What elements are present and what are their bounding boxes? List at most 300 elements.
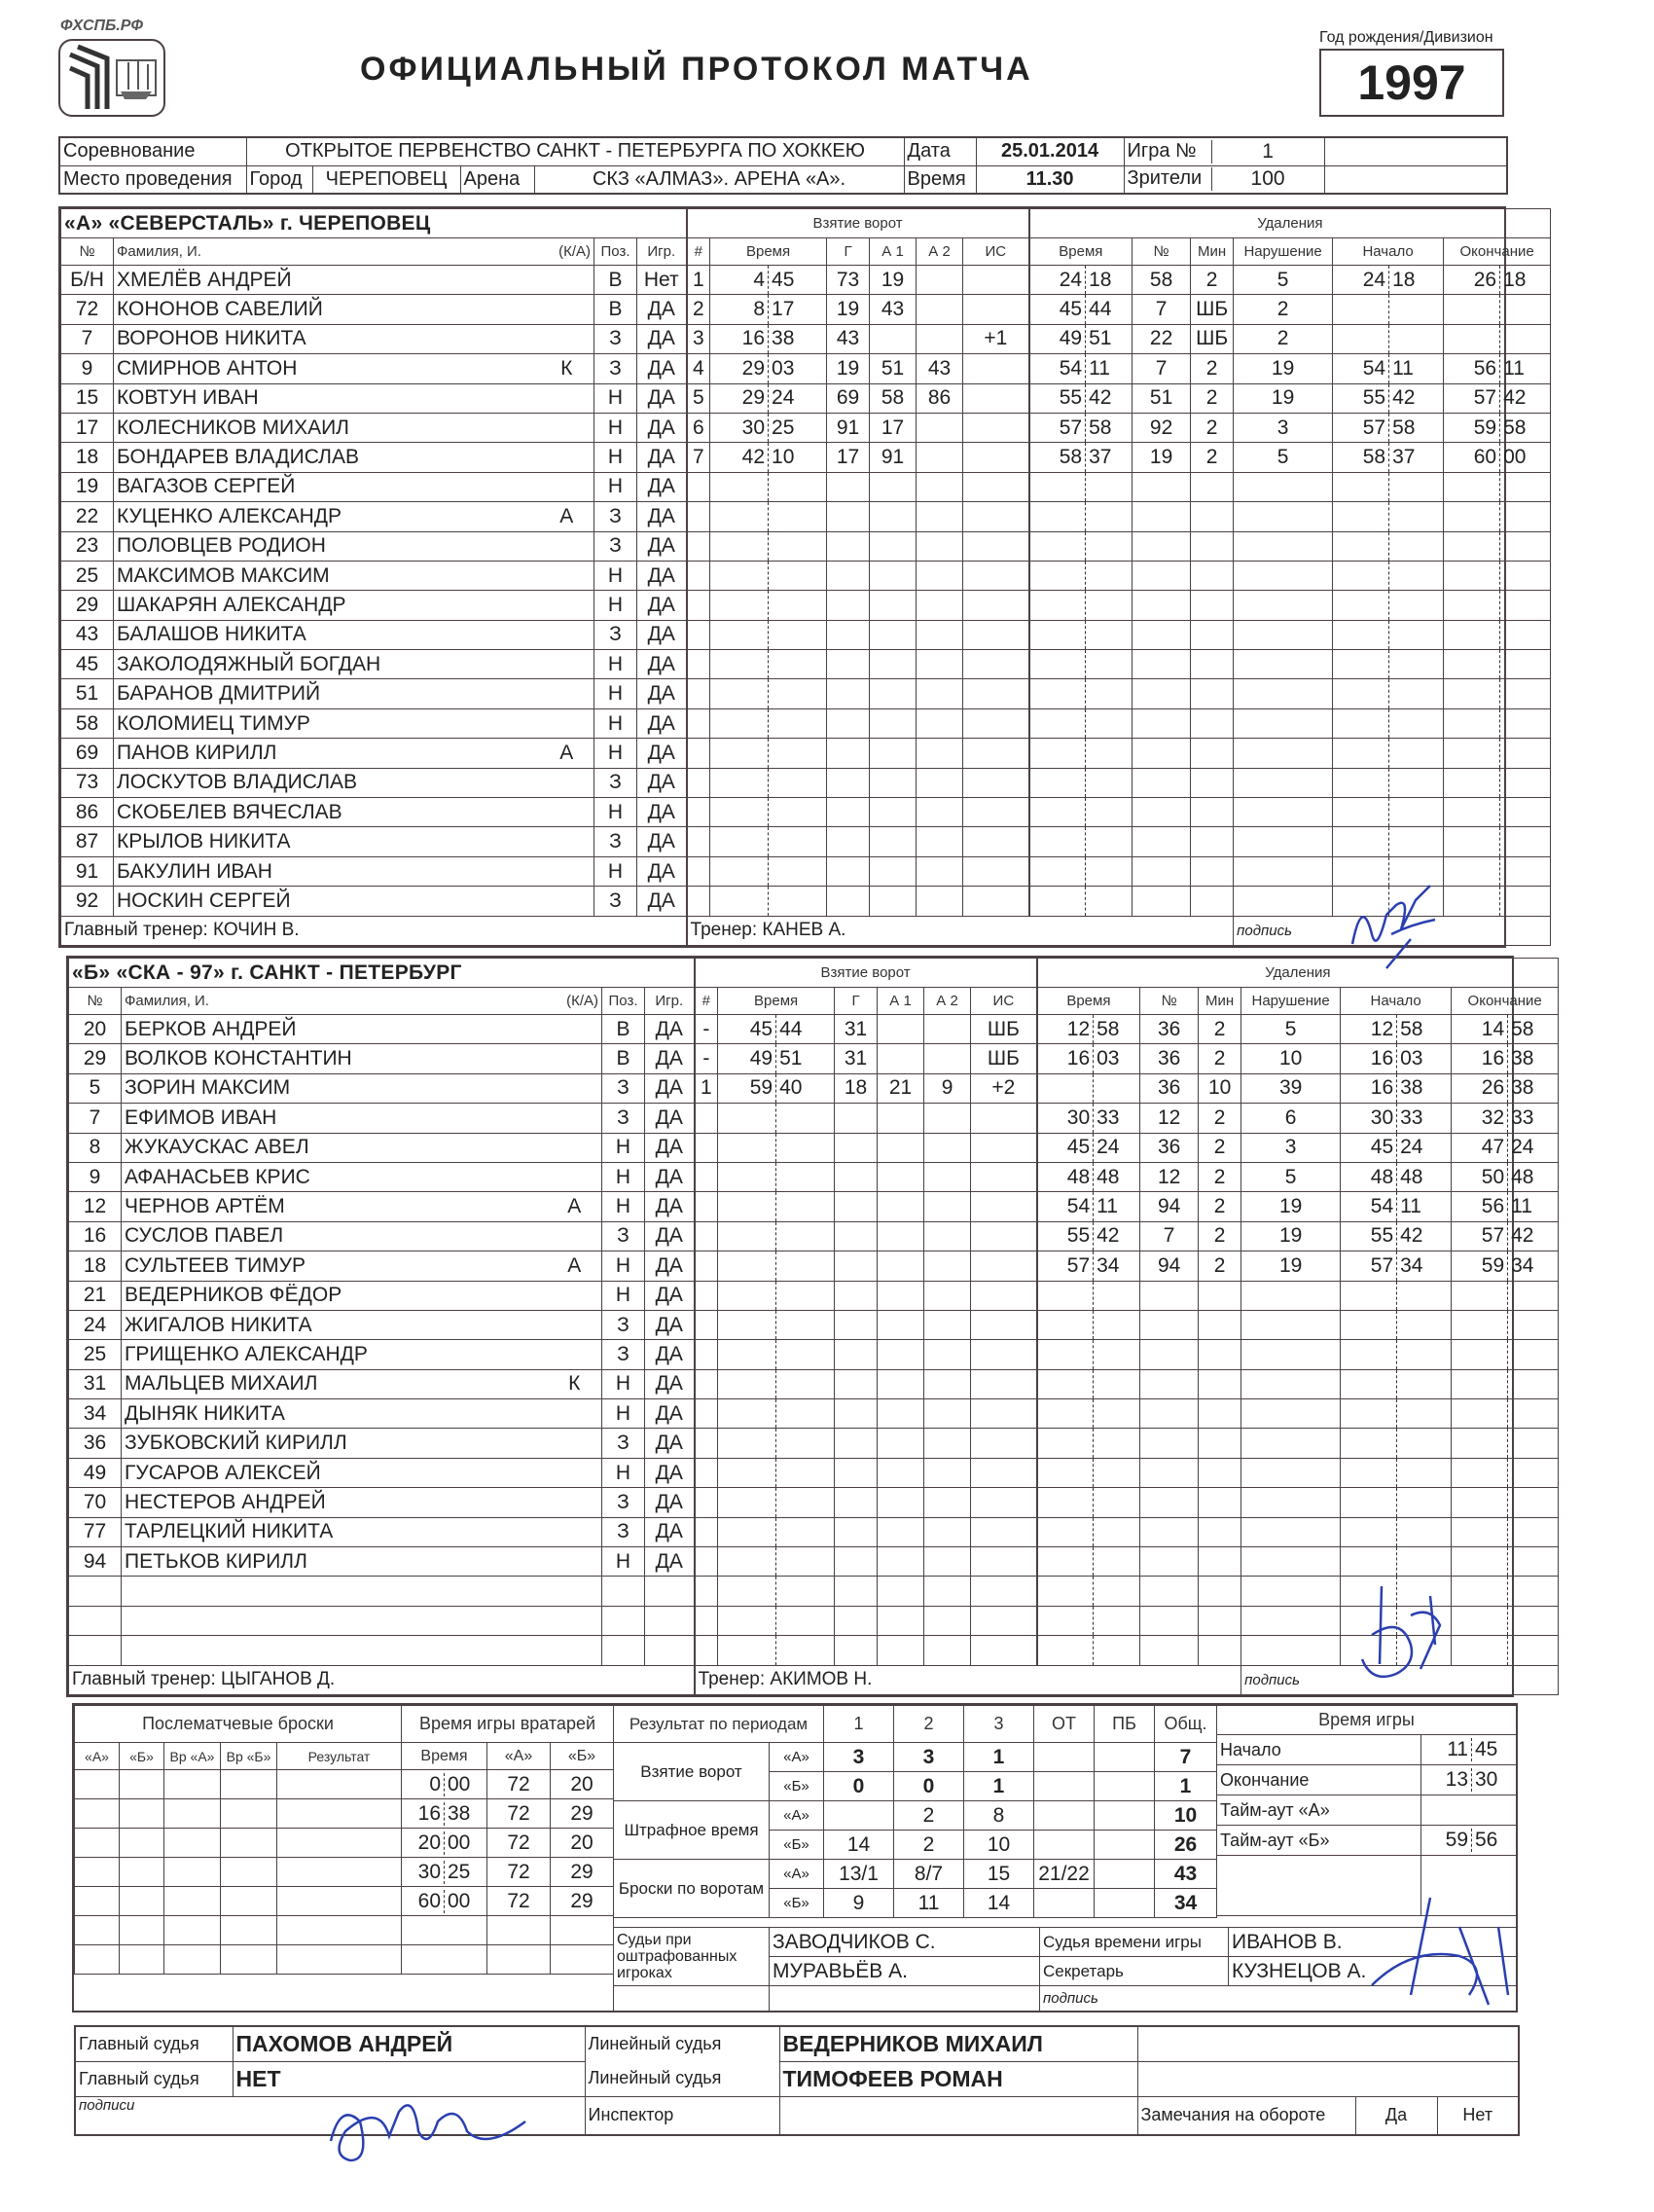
goalie-a — [487, 1945, 551, 1975]
shootout-cell — [120, 1770, 164, 1799]
goal-assist-2 — [924, 1133, 971, 1162]
penalty-minute — [1029, 856, 1086, 886]
penalty-start-min — [1333, 827, 1389, 856]
player-number: 91 — [61, 856, 114, 886]
penalty-minute — [1029, 531, 1086, 561]
goal-minute — [710, 620, 769, 649]
goal-second — [776, 1340, 835, 1369]
goal-scorer: 31 — [835, 1015, 878, 1044]
penalty-start-sec — [1389, 827, 1444, 856]
player-row — [69, 1399, 1559, 1429]
goal-number — [687, 739, 710, 768]
goal-assist-2 — [924, 1192, 971, 1221]
spectators-label: Зрители — [1125, 167, 1212, 191]
g-a1-header: А 1 — [878, 988, 924, 1015]
player-row — [61, 383, 1551, 413]
penalty-second — [1086, 620, 1133, 649]
penalty-second — [1086, 679, 1133, 708]
penalty-second — [1094, 1458, 1140, 1487]
player-number: 12 — [69, 1192, 122, 1221]
player-position: В — [602, 1044, 645, 1073]
goal-number — [687, 708, 710, 738]
player-position: З — [594, 768, 637, 797]
penalty-violation — [1241, 1517, 1341, 1546]
goal-number — [695, 1458, 718, 1487]
penalty-end-min — [1444, 295, 1500, 324]
player-number: 18 — [69, 1251, 122, 1281]
player-position: Н — [594, 591, 637, 620]
city-label: Город — [246, 165, 312, 194]
penalty-minute: 45 — [1029, 295, 1086, 324]
g-a2-header: А 2 — [924, 988, 971, 1015]
player-row — [61, 887, 1551, 916]
team-b — [68, 958, 1559, 1695]
player-name: КОЛЕСНИКОВ МИХАИЛ — [114, 413, 540, 442]
goalie-time-sec: 00 — [448, 1831, 471, 1854]
player-ka — [540, 591, 594, 620]
arena-value: СКЗ «АЛМАЗ». АРЕНА «А». — [534, 165, 904, 194]
player-played: ДА — [645, 1281, 695, 1310]
penalty-minutes: 2 — [1199, 1251, 1241, 1281]
goalie-b: 29 — [551, 1858, 614, 1887]
player-ka — [540, 443, 594, 472]
penalty-player — [1133, 531, 1191, 561]
penalty-violation — [1234, 856, 1333, 886]
penalty-violation: 5 — [1241, 1015, 1341, 1044]
penalty-second: 24 — [1094, 1133, 1140, 1162]
goal-scorer: 43 — [827, 324, 870, 353]
player-name: ДЫНЯК НИКИТА — [122, 1399, 548, 1429]
player-number: 43 — [61, 620, 114, 649]
goalie-a: 72 — [487, 1829, 551, 1858]
goal-assist-2 — [917, 413, 963, 442]
goal-number — [687, 502, 710, 531]
penalty-start-min: 48 — [1341, 1162, 1397, 1191]
federation-logo — [58, 39, 165, 117]
period-side: «Б» — [770, 1889, 824, 1918]
goal-scorer — [827, 620, 870, 649]
goal-situation — [971, 1636, 1037, 1665]
g-is-header: ИС — [963, 238, 1029, 266]
period-goals-value — [1095, 1743, 1155, 1772]
penalty-end-sec: 24 — [1508, 1133, 1559, 1162]
goal-scorer — [835, 1340, 878, 1369]
penalty-start-sec — [1389, 679, 1444, 708]
player-name: ЛОСКУТОВ ВЛАДИСЛАВ — [114, 768, 540, 797]
goal-scorer — [827, 650, 870, 679]
penalty-minute: 54 — [1037, 1192, 1094, 1221]
goal-minute — [710, 856, 769, 886]
player-number: 16 — [69, 1221, 122, 1251]
penalty-end-min — [1444, 827, 1500, 856]
player-ka — [540, 798, 594, 827]
goals-title: Взятие ворот — [695, 959, 1037, 988]
player-number: 7 — [61, 324, 114, 353]
line1-label: Линейный судья — [585, 2026, 779, 2061]
player-played: ДА — [645, 1488, 695, 1517]
player-played: ДА — [637, 502, 687, 531]
penalty-second — [1086, 472, 1133, 501]
penalty-second — [1086, 798, 1133, 827]
goal-number — [695, 1429, 718, 1458]
penalty-minute: 54 — [1029, 354, 1086, 383]
penalties-title: Удаления — [1029, 209, 1551, 238]
penalty-start-min — [1333, 295, 1389, 324]
goal-minute — [710, 650, 769, 679]
goalie-time — [402, 1916, 487, 1945]
penalty-end-min — [1444, 887, 1500, 916]
goal-scorer: 19 — [827, 354, 870, 383]
goalie-time — [402, 1945, 487, 1975]
penalty-end-min: 47 — [1452, 1133, 1508, 1162]
player-position: З — [594, 887, 637, 916]
goal-number — [687, 679, 710, 708]
penalty-start-min: 57 — [1341, 1251, 1397, 1281]
shootout-cell — [120, 1858, 164, 1887]
goal-second — [776, 1251, 835, 1281]
goal-second — [776, 1517, 835, 1546]
player-row — [61, 798, 1551, 827]
goal-minute — [718, 1458, 776, 1487]
player-ka — [540, 413, 594, 442]
penalty-start-min — [1341, 1517, 1397, 1546]
player-played: ДА — [645, 1162, 695, 1191]
goal-second — [776, 1488, 835, 1517]
goal-second — [769, 561, 827, 590]
player-position: З — [594, 502, 637, 531]
penalty-player — [1140, 1547, 1199, 1577]
goal-assist-2 — [917, 531, 963, 561]
player-position: В — [602, 1015, 645, 1044]
secretary-signature — [1352, 1888, 1518, 2014]
ka-header-label: (К/А) — [558, 243, 591, 260]
penalty-violation: 19 — [1241, 1251, 1341, 1281]
penalty-second — [1094, 1369, 1140, 1398]
goal-assist-1 — [878, 1310, 924, 1339]
penalty-start-min — [1333, 591, 1389, 620]
penalty-start-sec: 42 — [1389, 383, 1444, 413]
player-played: ДА — [645, 1369, 695, 1398]
player-position: Н — [602, 1369, 645, 1398]
player-number: 29 — [69, 1044, 122, 1073]
goal-assist-1 — [870, 708, 917, 738]
goalie-b: 29 — [551, 1799, 614, 1829]
penalty-player — [1140, 1488, 1199, 1517]
player-number: 73 — [61, 768, 114, 797]
goal-assist-1 — [878, 1606, 924, 1635]
penalty-minutes — [1199, 1458, 1241, 1487]
player-row — [61, 443, 1551, 472]
penalty-start-sec — [1397, 1547, 1452, 1577]
player-position: Н — [594, 413, 637, 442]
penalty-second — [1094, 1073, 1140, 1103]
penalty-end-sec — [1500, 324, 1551, 353]
penalty-start-min — [1341, 1310, 1397, 1339]
period-shots-value — [1034, 1889, 1095, 1918]
goal-situation — [963, 798, 1029, 827]
player-played: ДА — [637, 708, 687, 738]
player-ka — [548, 1547, 602, 1577]
goal-second: 24 — [769, 383, 827, 413]
secretary-label: Секретарь — [1040, 1957, 1229, 1986]
secretary-value: КУЗНЕЦОВ А. — [1229, 1957, 1517, 1986]
penalty-player — [1140, 1458, 1199, 1487]
player-number: 51 — [61, 679, 114, 708]
goal-situation — [963, 502, 1029, 531]
player-name: ПАНОВ КИРИЛЛ — [114, 739, 540, 768]
goalie-time-min: 16 — [402, 1802, 445, 1826]
penalty-minute — [1037, 1310, 1094, 1339]
goal-assist-1 — [870, 679, 917, 708]
player-row — [69, 1369, 1559, 1398]
goal-assist-2 — [917, 324, 963, 353]
goal-assist-2 — [917, 856, 963, 886]
goal-number — [695, 1281, 718, 1310]
goal-assist-1 — [878, 1015, 924, 1044]
goal-second — [769, 798, 827, 827]
goal-minute — [718, 1104, 776, 1133]
penalty-start-sec — [1389, 620, 1444, 649]
goal-second — [769, 856, 827, 886]
penalty-end-sec — [1500, 295, 1551, 324]
penalty-second: 03 — [1094, 1044, 1140, 1073]
penalty-player — [1133, 502, 1191, 531]
penalty-start-min: 58 — [1333, 443, 1389, 472]
period-shots-value: 43 — [1155, 1860, 1217, 1889]
player-played: ДА — [637, 324, 687, 353]
player-position: Н — [594, 443, 637, 472]
player-name: СУСЛОВ ПАВЕЛ — [122, 1221, 548, 1251]
penalty-second — [1094, 1281, 1140, 1310]
penalty-end-sec — [1508, 1281, 1559, 1310]
player-ka: А — [540, 739, 594, 768]
player-number: 20 — [69, 1015, 122, 1044]
player-played: ДА — [645, 1221, 695, 1251]
pos-header: Поз. — [594, 238, 637, 266]
goal-assist-2 — [924, 1488, 971, 1517]
goalie-a: 72 — [487, 1770, 551, 1799]
goal-assist-1 — [870, 472, 917, 501]
period-pim-label: Штрафное время — [614, 1801, 770, 1860]
penalty-start-min — [1333, 739, 1389, 768]
penalty-end-sec — [1508, 1488, 1559, 1517]
penalty-minute — [1029, 591, 1086, 620]
penalty-end-sec — [1508, 1310, 1559, 1339]
player-ka — [540, 266, 594, 295]
player-position: Н — [594, 679, 637, 708]
player-ka — [548, 1221, 602, 1251]
shootout-cell — [120, 1916, 164, 1945]
player-number: 25 — [61, 561, 114, 590]
secretary-signature-label: подпись — [1040, 1986, 1517, 2012]
penalty-start-min — [1333, 798, 1389, 827]
player-row — [69, 1310, 1559, 1339]
penalty-minutes — [1199, 1369, 1241, 1398]
player-row — [61, 650, 1551, 679]
penbox-judge-1: ЗАВОДЧИКОВ С. — [770, 1928, 1040, 1957]
penalty-second: 18 — [1086, 266, 1133, 295]
player-played: Нет — [637, 266, 687, 295]
penalty-end-min — [1444, 739, 1500, 768]
period-side: «А» — [770, 1801, 824, 1831]
penalty-second — [1094, 1340, 1140, 1369]
goal-assist-2 — [924, 1517, 971, 1546]
competition-label: Соревнование — [59, 137, 246, 165]
player-position: Н — [602, 1162, 645, 1191]
game-time-title: Время игры — [1217, 1706, 1517, 1735]
period-side: «А» — [770, 1743, 824, 1772]
penalty-end-sec — [1508, 1399, 1559, 1429]
penalty-start-min: 12 — [1341, 1015, 1397, 1044]
goal-assist-2: 9 — [924, 1073, 971, 1103]
goal-second: 44 — [776, 1015, 835, 1044]
penalty-violation — [1241, 1458, 1341, 1487]
goal-assist-2 — [924, 1577, 971, 1606]
goal-minute — [718, 1281, 776, 1310]
goal-minute: 29 — [710, 383, 769, 413]
goal-situation — [971, 1221, 1037, 1251]
player-ka: А — [548, 1251, 602, 1281]
goal-minute — [718, 1636, 776, 1665]
period-col-header: ПБ — [1095, 1706, 1155, 1743]
goal-second — [776, 1369, 835, 1398]
penalty-second: 34 — [1094, 1251, 1140, 1281]
num-header: № — [61, 238, 114, 266]
penalty-end-min: 60 — [1444, 443, 1500, 472]
goal-number — [687, 827, 710, 856]
player-played: ДА — [637, 354, 687, 383]
goal-scorer: 91 — [827, 413, 870, 442]
period-pim-value — [1034, 1831, 1095, 1860]
goal-minute — [718, 1192, 776, 1221]
goal-scorer — [827, 768, 870, 797]
player-name: МАЛЬЦЕВ МИХАИЛ — [122, 1369, 548, 1398]
penalty-minutes — [1191, 887, 1234, 916]
period-shots-value — [1095, 1889, 1155, 1918]
penalty-end-min: 50 — [1452, 1162, 1508, 1191]
penalty-start-min: 16 — [1341, 1073, 1397, 1103]
penalty-player: 92 — [1133, 413, 1191, 442]
penalty-minutes — [1191, 591, 1234, 620]
line1-value: ВЕДЕРНИКОВ МИХАИЛ — [779, 2026, 1137, 2061]
goal-second — [776, 1577, 835, 1606]
player-ka: К — [548, 1369, 602, 1398]
goal-assist-1 — [878, 1369, 924, 1398]
penalty-minute — [1029, 679, 1086, 708]
shootout-cell — [277, 1916, 402, 1945]
g-g-header: Г — [835, 988, 878, 1015]
penalty-end-sec — [1500, 768, 1551, 797]
penalty-violation — [1234, 472, 1333, 501]
goal-number: 1 — [687, 266, 710, 295]
penalty-minute: 55 — [1029, 383, 1086, 413]
penalty-start-sec — [1389, 502, 1444, 531]
shootout-cell — [164, 1829, 221, 1858]
goal-situation — [963, 679, 1029, 708]
goal-minute — [710, 827, 769, 856]
goal-number — [687, 887, 710, 916]
penalty-player: 36 — [1140, 1015, 1199, 1044]
goal-scorer — [827, 561, 870, 590]
penalty-start-min: 54 — [1333, 354, 1389, 383]
goalie-time — [402, 1887, 487, 1916]
penalty-violation — [1234, 650, 1333, 679]
shootout-cell — [277, 1799, 402, 1829]
player-number: 34 — [69, 1399, 122, 1429]
penalty-second — [1086, 591, 1133, 620]
player-row — [69, 1429, 1559, 1458]
goal-number — [695, 1517, 718, 1546]
player-position: З — [602, 1517, 645, 1546]
player-ka — [548, 1399, 602, 1429]
goal-scorer — [835, 1369, 878, 1398]
goal-situation — [963, 856, 1029, 886]
period-pim-value: 26 — [1155, 1831, 1217, 1860]
penalty-second — [1086, 856, 1133, 886]
penalty-start-min — [1341, 1281, 1397, 1310]
penalty-player: 12 — [1140, 1162, 1199, 1191]
period-goals-value: 0 — [824, 1772, 894, 1801]
g-is-header: ИС — [971, 988, 1037, 1015]
penalty-start-min: 54 — [1341, 1192, 1397, 1221]
period-pim-value: 2 — [894, 1801, 964, 1831]
player-played: ДА — [645, 1104, 695, 1133]
g-time-header: Время — [710, 238, 827, 266]
player-name: ЖИГАЛОВ НИКИТА — [122, 1310, 548, 1339]
ref1-value: ПАХОМОВ АНДРЕЙ — [233, 2026, 585, 2061]
penalty-player — [1140, 1340, 1199, 1369]
player-row — [61, 739, 1551, 768]
game-time-sec: 45 — [1475, 1738, 1498, 1760]
penalty-second — [1086, 708, 1133, 738]
goal-assist-2 — [917, 561, 963, 590]
penalty-start-sec: 18 — [1389, 266, 1444, 295]
penalty-minute: 55 — [1037, 1221, 1094, 1251]
goal-minute — [710, 768, 769, 797]
coach-value: КАНЕВ А. — [762, 920, 846, 941]
shootout-cell — [221, 1799, 277, 1829]
shootout-cell — [120, 1829, 164, 1858]
player-number: 86 — [61, 798, 114, 827]
player-played: ДА — [637, 591, 687, 620]
player-position: З — [594, 354, 637, 383]
player-name: КОЛОМИЕЦ ТИМУР — [114, 708, 540, 738]
goal-number: 6 — [687, 413, 710, 442]
match-info — [58, 136, 1508, 195]
penalty-end-min — [1444, 679, 1500, 708]
period-title: Результат по периодам — [614, 1706, 824, 1743]
player-number: 5 — [69, 1073, 122, 1103]
goal-second — [776, 1399, 835, 1429]
g-g-header: Г — [827, 238, 870, 266]
penalty-minute — [1037, 1517, 1094, 1546]
goal-situation — [971, 1192, 1037, 1221]
penalty-end-min: 16 — [1452, 1044, 1508, 1073]
penalty-minute — [1029, 798, 1086, 827]
goal-scorer — [835, 1221, 878, 1251]
goal-number: - — [695, 1015, 718, 1044]
coach-a-signature — [1343, 876, 1450, 973]
shootout-col-header: «Б» — [120, 1743, 164, 1770]
penalty-minutes: 2 — [1199, 1192, 1241, 1221]
penalty-minutes — [1191, 679, 1234, 708]
goalie-col-header: «А» — [487, 1743, 551, 1770]
goal-assist-1 — [878, 1162, 924, 1191]
penalty-end-min — [1452, 1606, 1508, 1635]
player-played: ДА — [637, 620, 687, 649]
goals-title: Взятие ворот — [687, 209, 1029, 238]
site-url: ФХСПБ.РФ — [60, 18, 143, 34]
